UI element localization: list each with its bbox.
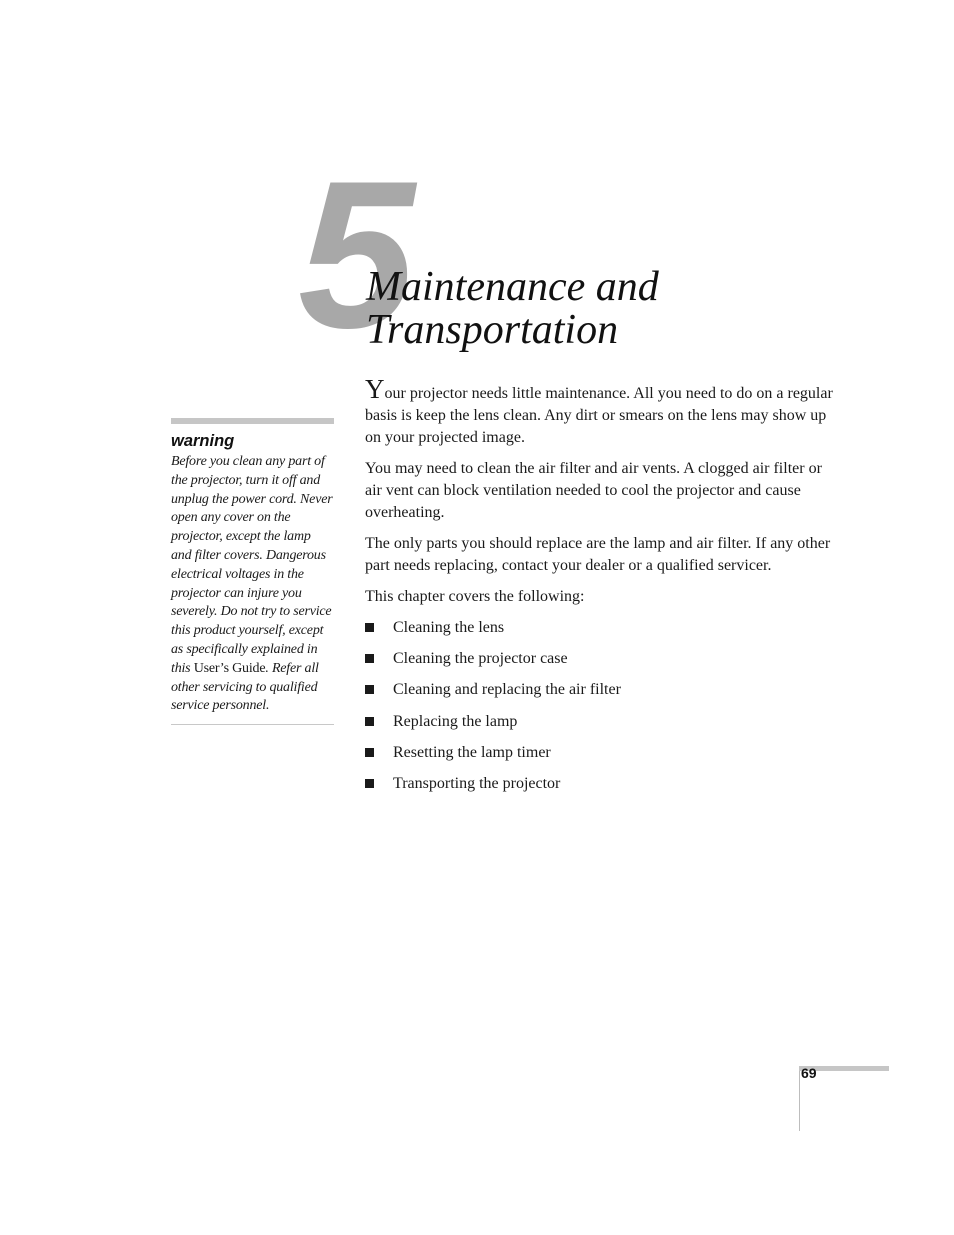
warning-text-part-2: . Refer all other servicing to qualified service personnel.	[171, 660, 319, 714]
sidebar-top-bar	[171, 418, 334, 424]
intro-text: our projector needs little maintenance. All you need to do on a regular basis is keep the lens clean. Any dirt or smears on the lens may show up on your projected image.	[365, 385, 833, 446]
warning-text	[171, 453, 334, 716]
list-item	[365, 742, 835, 764]
main-content	[365, 374, 835, 804]
square-bullet-icon	[365, 623, 374, 632]
list-item	[365, 711, 835, 733]
topic-label: Cleaning the projector case	[393, 650, 568, 668]
paragraph-air-filter: You may need to clean the air filter and air vents. A clogged air filter or air vent can block ventilation needed to cool the projector and cause overheating.	[365, 460, 822, 521]
warning-heading: warning	[171, 432, 235, 450]
topic-label: Transporting the projector	[393, 774, 561, 792]
list-item	[365, 679, 835, 701]
square-bullet-icon	[365, 654, 374, 663]
square-bullet-icon	[365, 779, 374, 788]
square-bullet-icon	[365, 748, 374, 757]
list-item	[365, 648, 835, 670]
warning-sidebar	[171, 418, 334, 725]
page-number: 69	[801, 1065, 817, 1081]
chapter-title-line-2: Transportation	[366, 307, 619, 353]
chapter-number: 5	[298, 137, 409, 372]
square-bullet-icon	[365, 685, 374, 694]
list-intro: This chapter covers the following:	[365, 588, 585, 605]
intro-paragraph	[365, 374, 835, 449]
topic-label: Resetting the lamp timer	[393, 743, 551, 761]
topic-label: Cleaning the lens	[393, 619, 505, 636]
square-bullet-icon	[365, 717, 374, 726]
guide-title: User’s Guide	[193, 660, 266, 676]
chapter-title	[366, 266, 659, 352]
intro-dropcap: Y	[365, 374, 385, 404]
sidebar-bottom-rule	[171, 724, 334, 725]
list-item	[365, 773, 835, 795]
topic-label: Replacing the lamp	[393, 712, 518, 730]
page-number-rule	[799, 1071, 800, 1131]
warning-text-part-1: Before you clean any part of the projector, turn it off and unplug the power cord. Never open any cover on the projector, except the lamp and filter covers. Dangerous electrical voltages in the projector can injure you severely. Do not try to service this product yourself, except as specifically explained in this	[171, 454, 333, 676]
list-item	[365, 617, 835, 639]
chapter-title-line-1: Maintenance and	[366, 264, 659, 310]
topic-list	[365, 617, 835, 795]
paragraph-replace-parts: The only parts you should replace are the lamp and air filter. If any other part needs replacing, contact your dealer or a qualified servicer.	[365, 535, 831, 574]
topic-label: Cleaning and replacing the air filter	[393, 681, 621, 699]
